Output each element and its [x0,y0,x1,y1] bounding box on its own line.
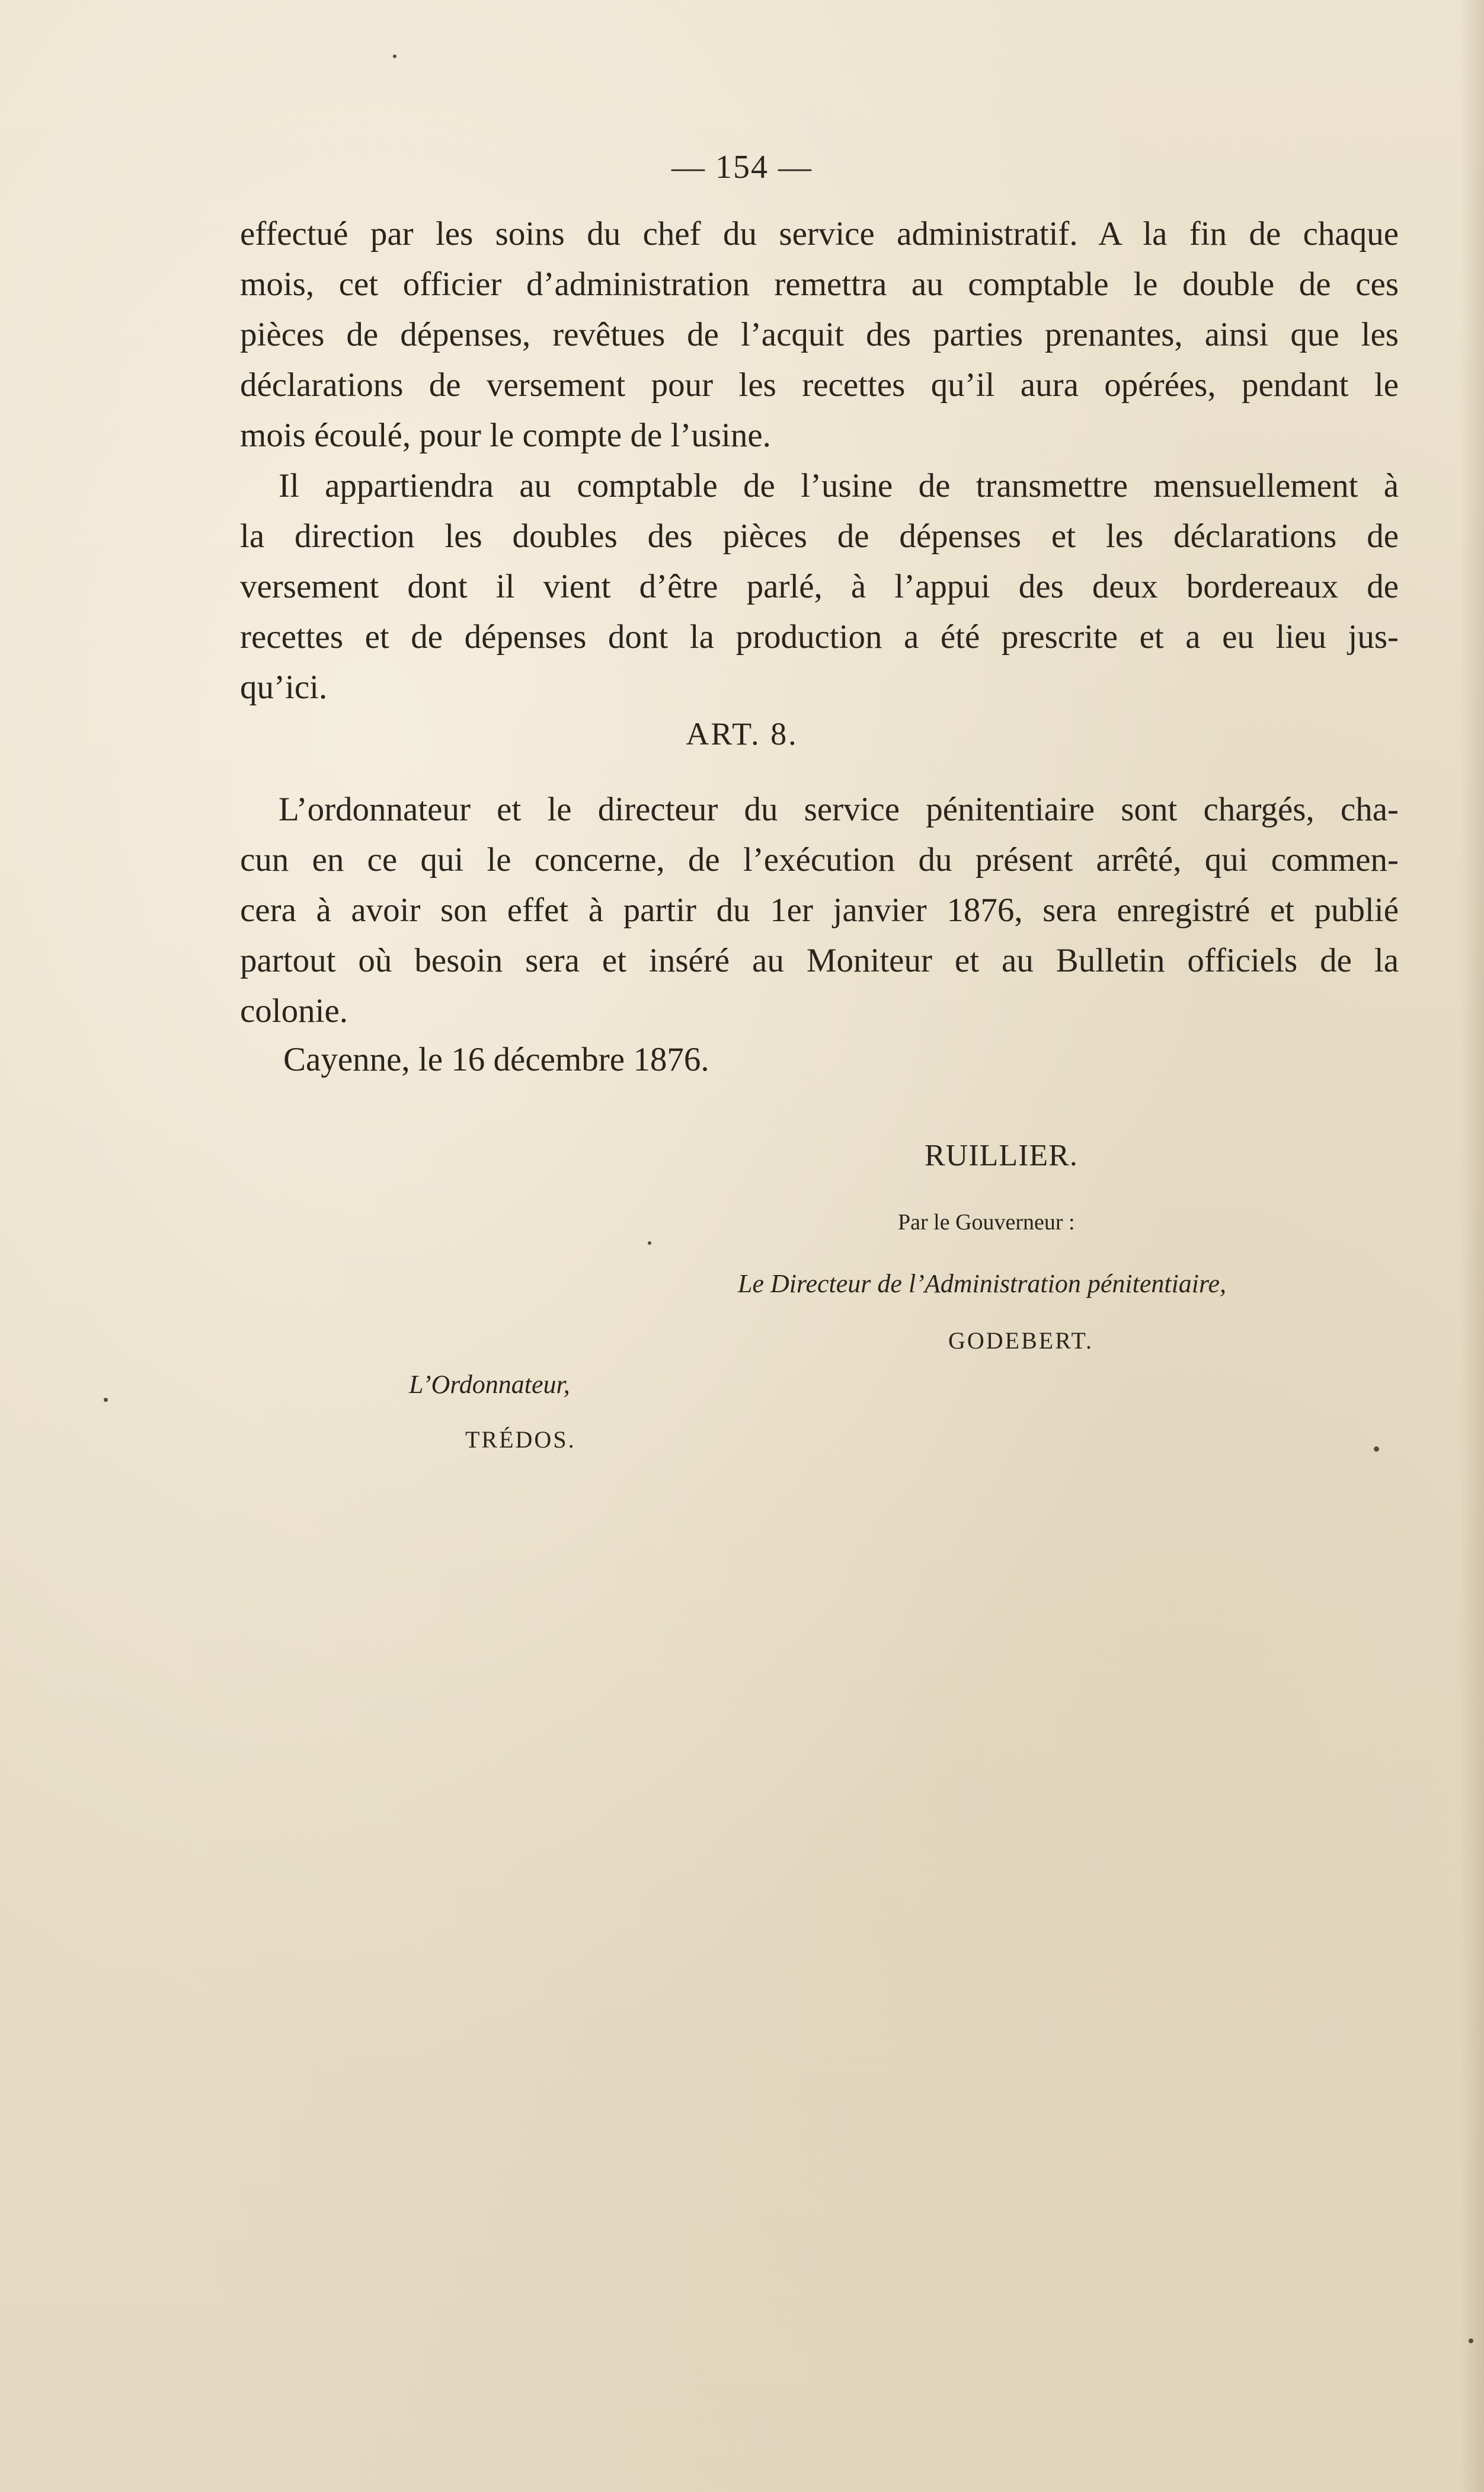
ordonnateur-name: TRÉDOS. [465,1426,576,1453]
paragraph-3-line: cera à avoir son effet à partir du 1er janvier 1876, sera enregistré et publié [240,892,1399,929]
paragraph-2-line: recettes et de dépenses dont la production a été prescrite et a eu lieu jus- [240,618,1399,656]
paragraph-1-line: pièces de dépenses, revêtues de l’acquit des parties prenantes, ainsi que les [240,316,1399,353]
paragraph-1-line: mois écoulé, pour le compte de l’usine. [240,417,771,454]
paper-speck [1469,2338,1473,2343]
director-name: GODEBERT. [948,1327,1093,1354]
paper-speck [104,1398,108,1402]
paper-speck [1374,1446,1379,1452]
paragraph-2-line: Il appartiendra au comptable de l’usine de transmettre mensuellement à [279,467,1399,504]
paragraph-3 [240,784,1399,1036]
paragraph-3-line: L’ordonnateur et le directeur du service pénitentiaire sont chargés, cha- [279,791,1399,828]
paragraph-3-line: cun en ce qui le concerne, de l’exécution du présent arrêté, qui commen- [240,841,1399,878]
paragraph-1 [240,209,1399,461]
article-heading: ART. 8. [686,716,798,752]
date-line: Cayenne, le 16 décembre 1876. [283,1041,709,1078]
by-governor-label: Par le Gouverneur : [898,1210,1075,1235]
paragraph-3-line: colonie. [240,992,348,1030]
paragraph-2 [240,461,1399,713]
page-edge-shadow [1460,0,1484,2492]
paragraph-2-line: qu’ici. [240,669,328,706]
page-number: — 154 — [671,149,813,186]
ordonnateur-title: L’Ordonnateur, [409,1370,570,1399]
director-title: Le Directeur de l’Administration pénitentiaire, [738,1269,1227,1298]
paragraph-1-line: mois, cet officier d’administration remettra au comptable le double de ces [240,266,1399,303]
governor-signature: RUILLIER. [925,1139,1078,1172]
paragraph-1-line: effectué par les soins du chef du service administratif. A la fin de chaque [240,215,1399,253]
paper-speck [393,55,396,58]
paragraph-2-line: la direction les doubles des pièces de dépenses et les déclarations de [240,517,1399,555]
paragraph-3-line: partout où besoin sera et inséré au Moniteur et au Bulletin officiels de la [240,942,1399,979]
paper-speck [648,1241,651,1245]
paragraph-2-line: versement dont il vient d’être parlé, à l’appui des deux bordereaux de [240,568,1399,605]
paragraph-1-line: déclarations de versement pour les recettes qu’il aura opérées, pendant le [240,366,1399,404]
